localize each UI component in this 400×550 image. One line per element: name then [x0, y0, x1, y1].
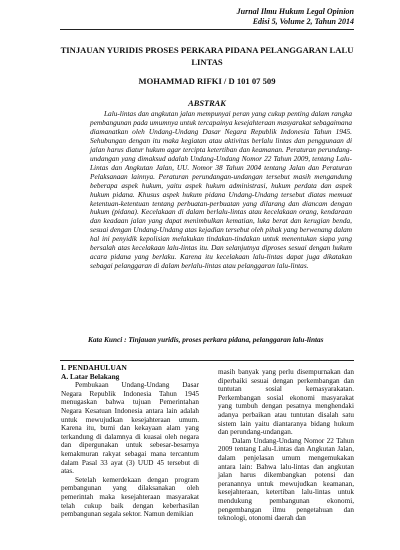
body-paragraph: Pembukaan Undang-Undang Dasar Negara Republik Indonesia Tahun 1945 menugaskan bahwa tujuan Pemerintahan Negara Kesatuan Indonesia antara lain adalah untuk mewujudkan kesejahteraan umum. Karena itu, bumi dan kekayaan alam yang terkandung di dalamnya di kuasai oleh negara dan dipergunakan untuk sebesar-besarnya kemakmuran rakyat sebagai mana tercantum dalam Pasal 33 ayat (3) UUD 45 tersebut di atas.	[61, 381, 199, 476]
paper-title: TINJAUAN YURIDIS PROSES PERKARA PIDANA PELANGGARAN LALU LINTAS	[60, 45, 354, 67]
abstract-text: Lalu-lintas dan angkutan jalan mempunyai peran yang cukup penting dalam rangka pembangunan pada umumnya untuk tercapainya kesejahteraan masyarakat sebagaimana diamanatkan oleh Undang-Undang Dasar Negara Republik Indonesia Tahun 1945. Sehubungan dengan itu maka kegiatan atau aktivitas berlalu lintas dan penggunaan di jalan harus diatur hukum agar tercipta ketertiban dan keamanan. Peraturan perundang-undangan yang dimaksud adalah Undang-Undang Nomor 22 Tahun 2009, tentang Lalu-Lintas dan Angkutan Jalan, UU. Nomor 38 Tahun 2004 tentang Jalan dan Peraturan Pelaksanaan lainnya. Peraturan perundangan-undangan tersebut masih mengandung beberapa aspek hukum, yaitu aspek hukum administrasi, hukum perdata dan aspek hukum pidana. Khusus aspek hukum pidana Undang-Undang tersebut diatas memuat ketentuan-ketentuan tentang perbuatan-perbuatan yang dilarang dan diancam dengan hukum (pidana). Kecelakaan di dalam berlalu-lintas atau kecelakaan orang, kendaraan dan keadaan jalan yang dapat menimbulkan kematian, luka berat dan kerugian benda, sesuai dengan Undang-Undang atas kejadian tersebut oleh pihak yang berwenang dalam hal ini penyidik kepolisian melakukan tindakan-tindakan untuk menentukan siapa yang bersalah atas kecelakaan lalu-lintas itu. Dan selanjutnya diproses sesuai dengan hukum acara pidana yang berlaku. Karena itu kecelakaan lalu-lintas dapat juga dikatakan sebagai pelanggaran di dalam berlalu-lintas atau pelanggaran lalu-lintas.	[90, 109, 352, 271]
body-paragraph: Setelah kemerdekaan dengan program pembangunan yang dilaksanakan oleh pemerintah maka kesejahteraan masyarakat telah cukup baik dengan keberhasilan pembangunan segala sektor. Namun demikian	[61, 475, 199, 519]
right-column	[218, 368, 354, 523]
abstract-heading: ABSTRAK	[188, 99, 226, 108]
subsection-heading: A. Latar Belakang	[61, 371, 120, 381]
section-rule	[60, 360, 354, 361]
body-paragraph: Dalam Undang-Undang Nomor 22 Tahun 2009 tentang Lalu-Lintas dan Angkutan Jalan, dalam penjelasan umum mengemukakan antara lain: Bahwa lalu-lintas dan angkutan jalan harus dikembangkan potensi dan peranannya untuk mewujudkan keamanan, kesejahteraan, ketertiban lalu-lintas untuk mendukung pembangunan ekonomi, pengembangan ilmu pengetahuan dan teknologi, otonomi daerah dan	[218, 436, 354, 523]
header-rule	[60, 29, 354, 30]
body-paragraph: masih banyak yang perlu disempurnakan dan diperbaiki sesuai dengan perkembangan dan tuntutan sosial kemasyarakatan. Perkembangan sosial ekonomi masyarakat yang tumbuh dengan pesatnya menghendaki adanya perbaikan atau tuntutan disalah satu sistem lain yaitu diantaranya bidang hukum dan perundang-undangan.	[218, 368, 354, 437]
keywords	[88, 335, 352, 344]
running-header	[237, 7, 354, 27]
keywords-label: Kata Kunci :	[88, 335, 127, 344]
paper-author: MOHAMMAD RIFKI / D 101 07 509	[138, 76, 276, 86]
section-heading: I. PENDAHULUAN	[61, 363, 127, 372]
left-column	[61, 364, 199, 519]
keywords-value: Tinjauan yuridis, proses perkara pidana, pelanggaran lalu-lintas	[128, 335, 324, 344]
journal-edition: Edisi 5, Volume 2, Tahun 2014	[252, 17, 354, 26]
journal-name: Jurnal Ilmu Hukum Legal Opinion	[236, 7, 354, 16]
